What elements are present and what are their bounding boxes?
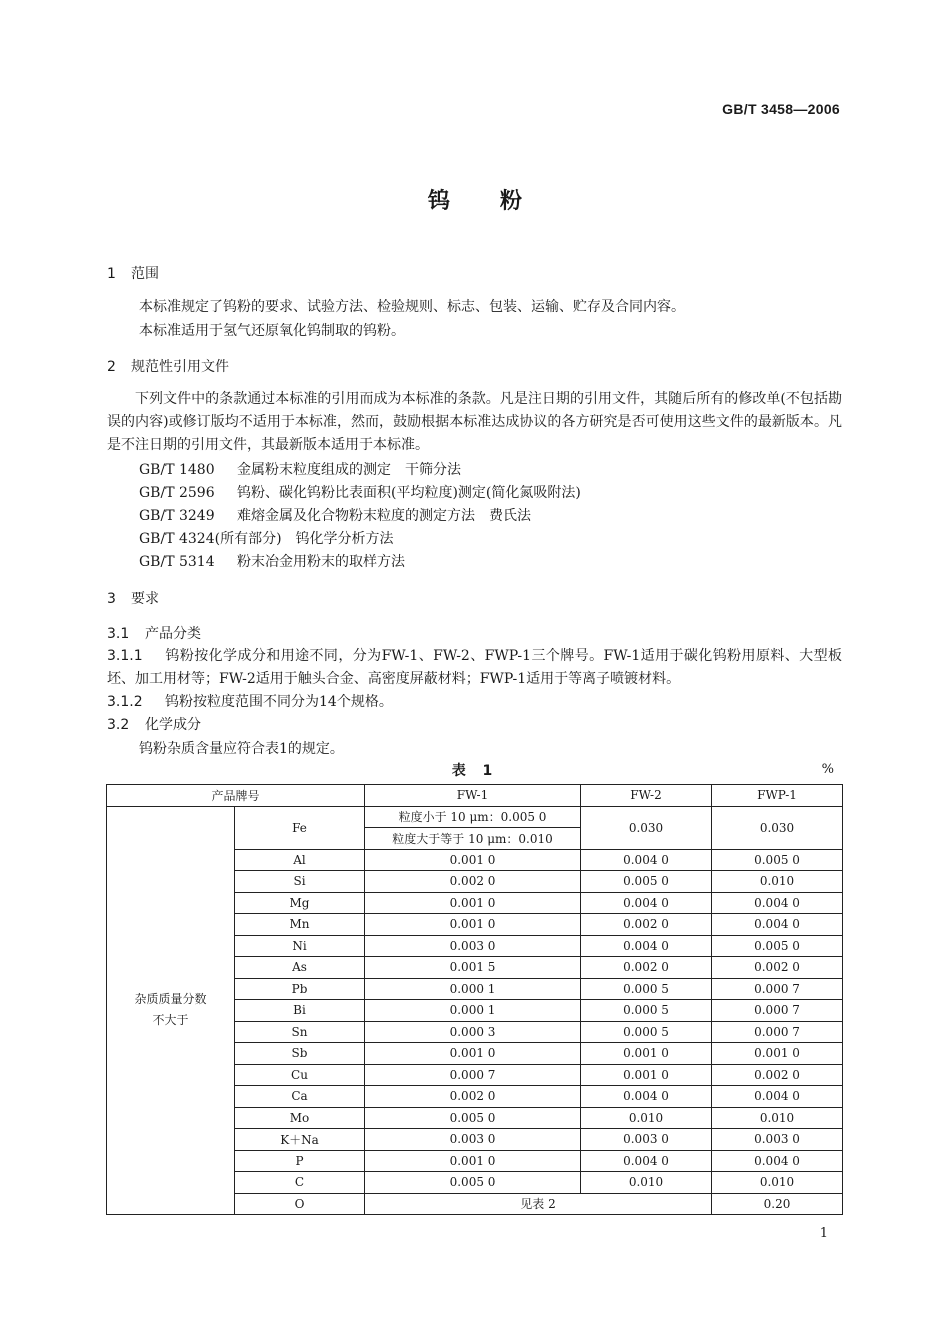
reference-title: 钨粉、碳化钨粉比表面积(平均粒度)测定(简化氮吸附法)	[237, 485, 581, 501]
element-cell: Pb	[235, 978, 365, 1000]
element-cell: C	[235, 1172, 365, 1194]
section-title: 规范性引用文件	[131, 359, 229, 375]
element-cell: Ni	[235, 935, 365, 957]
element-cell: O	[235, 1193, 365, 1215]
paragraph: 本标准规定了钨粉的要求、试验方法、检验规则、标志、包装、运输、贮存及合同内容。	[139, 299, 685, 315]
fw1-cell: 0.000 3	[365, 1021, 581, 1043]
fw2-cell: 0.000 5	[581, 978, 712, 1000]
fw2-cell: 0.004 0	[581, 892, 712, 914]
reference-item	[139, 482, 581, 502]
clause-number: 3.1.2	[107, 694, 143, 710]
fw1-cell: 0.002 0	[365, 871, 581, 893]
element-cell: Sb	[235, 1043, 365, 1065]
element-cell: Bi	[235, 1000, 365, 1022]
fwp1-cell: 0.004 0	[712, 892, 843, 914]
fw1-cell: 0.001 5	[365, 957, 581, 979]
fwp1-cell: 0.010	[712, 1172, 843, 1194]
reference-title: 金属粉末粒度组成的测定 干筛分法	[237, 462, 461, 478]
group-label	[107, 806, 235, 1215]
fwp1-cell: 0.001 0	[712, 1043, 843, 1065]
element-cell: Fe	[235, 806, 365, 849]
clause-text: 钨粉按粒度范围不同分为14个规格。	[165, 694, 393, 710]
table-unit: %	[821, 762, 834, 777]
fwp1-cell: 0.002 0	[712, 1064, 843, 1086]
paragraph: 下列文件中的条款通过本标准的引用而成为本标准的条款。凡是注日期的引用文件，其随后所有的修改单(不包括勘误的内容)或修订版均不适用于本标准，然而，鼓励根据本标准达成协议的各方研究是否可使用这些文件的最新版本。凡是不注日期的引用文件，其最新版本适用于本标准。	[107, 391, 842, 453]
fw1-cell: 0.000 1	[365, 1000, 581, 1022]
reference-item	[139, 505, 531, 525]
header-fw1: FW-1	[365, 785, 581, 807]
header-grade: 产品牌号	[107, 785, 365, 807]
fw2-cell: 0.004 0	[581, 1150, 712, 1172]
reference-item	[139, 528, 394, 548]
standard-code: GB/T 3458—2006	[722, 101, 840, 117]
element-cell: Cu	[235, 1064, 365, 1086]
fw1-fw2-cell: 见表 2	[365, 1193, 712, 1215]
table-header-row	[107, 785, 843, 807]
fw2-cell: 0.030	[581, 806, 712, 849]
fwp1-cell: 0.005 0	[712, 849, 843, 871]
table-caption: 表 1	[451, 763, 499, 779]
element-cell: Mn	[235, 914, 365, 936]
clause-text: 钨粉按化学成分和用途不同，分为FW-1、FW-2、FWP-1三个牌号。FW-1适用于碳化钨粉用原料、大型板坯、加工用材等；FW-2适用于触头合金、高密度屏蔽材料；FWP-1适用于等离子喷镀材料。	[107, 648, 842, 687]
section-title: 要求	[131, 591, 159, 607]
fw1-cell: 粒度小于 10 μm：0.005 0	[365, 806, 581, 828]
subsection-title: 化学成分	[145, 717, 201, 733]
fw1-cell: 0.001 0	[365, 849, 581, 871]
reference-code: GB/T 4324(所有部分)	[139, 531, 282, 547]
fwp1-cell: 0.005 0	[712, 935, 843, 957]
section-1-heading	[107, 263, 159, 283]
fw2-cell: 0.004 0	[581, 1086, 712, 1108]
clause-3-1-2	[107, 691, 842, 714]
fw1-cell: 0.005 0	[365, 1107, 581, 1129]
fwp1-cell: 0.030	[712, 806, 843, 849]
fw1-cell: 0.001 0	[365, 1150, 581, 1172]
section-title: 范围	[131, 266, 159, 282]
element-cell: K＋Na	[235, 1129, 365, 1151]
clause-3-1-1	[107, 645, 842, 691]
element-cell: Ca	[235, 1086, 365, 1108]
fw2-cell: 0.001 0	[581, 1064, 712, 1086]
fw2-cell: 0.010	[581, 1172, 712, 1194]
paragraph: 钨粉杂质含量应符合表1的规定。	[139, 741, 344, 757]
reference-item	[139, 551, 405, 571]
reference-code: GB/T 1480	[139, 462, 215, 478]
fw1-cell: 0.001 0	[365, 914, 581, 936]
fw1-cell: 0.002 0	[365, 1086, 581, 1108]
reference-title: 粉末冶金用粉末的取样方法	[237, 554, 405, 570]
fw1-cell: 0.000 1	[365, 978, 581, 1000]
reference-item	[139, 459, 461, 479]
fwp1-cell: 0.004 0	[712, 1150, 843, 1172]
fw2-cell: 0.002 0	[581, 914, 712, 936]
fw2-cell: 0.002 0	[581, 957, 712, 979]
subsection-3-1-heading	[107, 623, 201, 643]
fwp1-cell: 0.004 0	[712, 914, 843, 936]
fw1-cell: 0.005 0	[365, 1172, 581, 1194]
subsection-number: 3.1	[107, 626, 130, 642]
header-fwp1: FWP-1	[712, 785, 843, 807]
fwp1-cell: 0.010	[712, 1107, 843, 1129]
fw1-cell: 0.000 7	[365, 1064, 581, 1086]
fw2-cell: 0.004 0	[581, 935, 712, 957]
element-cell: P	[235, 1150, 365, 1172]
fw2-cell: 0.001 0	[581, 1043, 712, 1065]
fw1-cell: 0.001 0	[365, 1043, 581, 1065]
reference-code: GB/T 5314	[139, 554, 215, 570]
document-title: 钨粉	[427, 189, 572, 214]
reference-title: 钨化学分析方法	[295, 531, 394, 547]
fw1-cell: 粒度大于等于 10 μm：0.010	[365, 828, 581, 850]
table-row-fe	[107, 806, 843, 828]
element-cell: Si	[235, 871, 365, 893]
element-cell: Mo	[235, 1107, 365, 1129]
fwp1-cell: 0.20	[712, 1193, 843, 1215]
section-number: 2	[107, 359, 116, 375]
fwp1-cell: 0.000 7	[712, 978, 843, 1000]
group-label-line-1: 杂质质量分数	[134, 992, 207, 1007]
fw2-cell: 0.010	[581, 1107, 712, 1129]
impurity-table	[106, 784, 843, 1215]
fw2-cell: 0.000 5	[581, 1000, 712, 1022]
fwp1-cell: 0.010	[712, 871, 843, 893]
fw1-cell: 0.003 0	[365, 935, 581, 957]
fwp1-cell: 0.000 7	[712, 1000, 843, 1022]
element-cell: Mg	[235, 892, 365, 914]
subsection-3-2-heading	[107, 714, 201, 734]
fwp1-cell: 0.003 0	[712, 1129, 843, 1151]
paragraph: 本标准适用于氢气还原氧化钨制取的钨粉。	[139, 323, 405, 339]
section-number: 1	[107, 266, 116, 282]
reference-code: GB/T 3249	[139, 508, 215, 524]
fw2-cell: 0.005 0	[581, 871, 712, 893]
fw2-cell: 0.000 5	[581, 1021, 712, 1043]
page-number: 1	[819, 1226, 828, 1241]
subsection-title: 产品分类	[145, 626, 201, 642]
element-cell: Sn	[235, 1021, 365, 1043]
fw1-cell: 0.003 0	[365, 1129, 581, 1151]
fwp1-cell: 0.000 7	[712, 1021, 843, 1043]
reference-code: GB/T 2596	[139, 485, 215, 501]
header-fw2: FW-2	[581, 785, 712, 807]
fwp1-cell: 0.004 0	[712, 1086, 843, 1108]
element-cell: As	[235, 957, 365, 979]
section-3-heading	[107, 588, 159, 608]
element-cell: Al	[235, 849, 365, 871]
clause-number: 3.1.1	[107, 648, 143, 664]
subsection-number: 3.2	[107, 717, 130, 733]
reference-title: 难熔金属及化合物粉末粒度的测定方法 费氏法	[237, 508, 531, 524]
fw2-cell: 0.003 0	[581, 1129, 712, 1151]
section-number: 3	[107, 591, 116, 607]
section-2-heading	[107, 356, 229, 376]
group-label-line-2: 不大于	[152, 1013, 189, 1028]
fw1-cell: 0.001 0	[365, 892, 581, 914]
fw2-cell: 0.004 0	[581, 849, 712, 871]
fwp1-cell: 0.002 0	[712, 957, 843, 979]
